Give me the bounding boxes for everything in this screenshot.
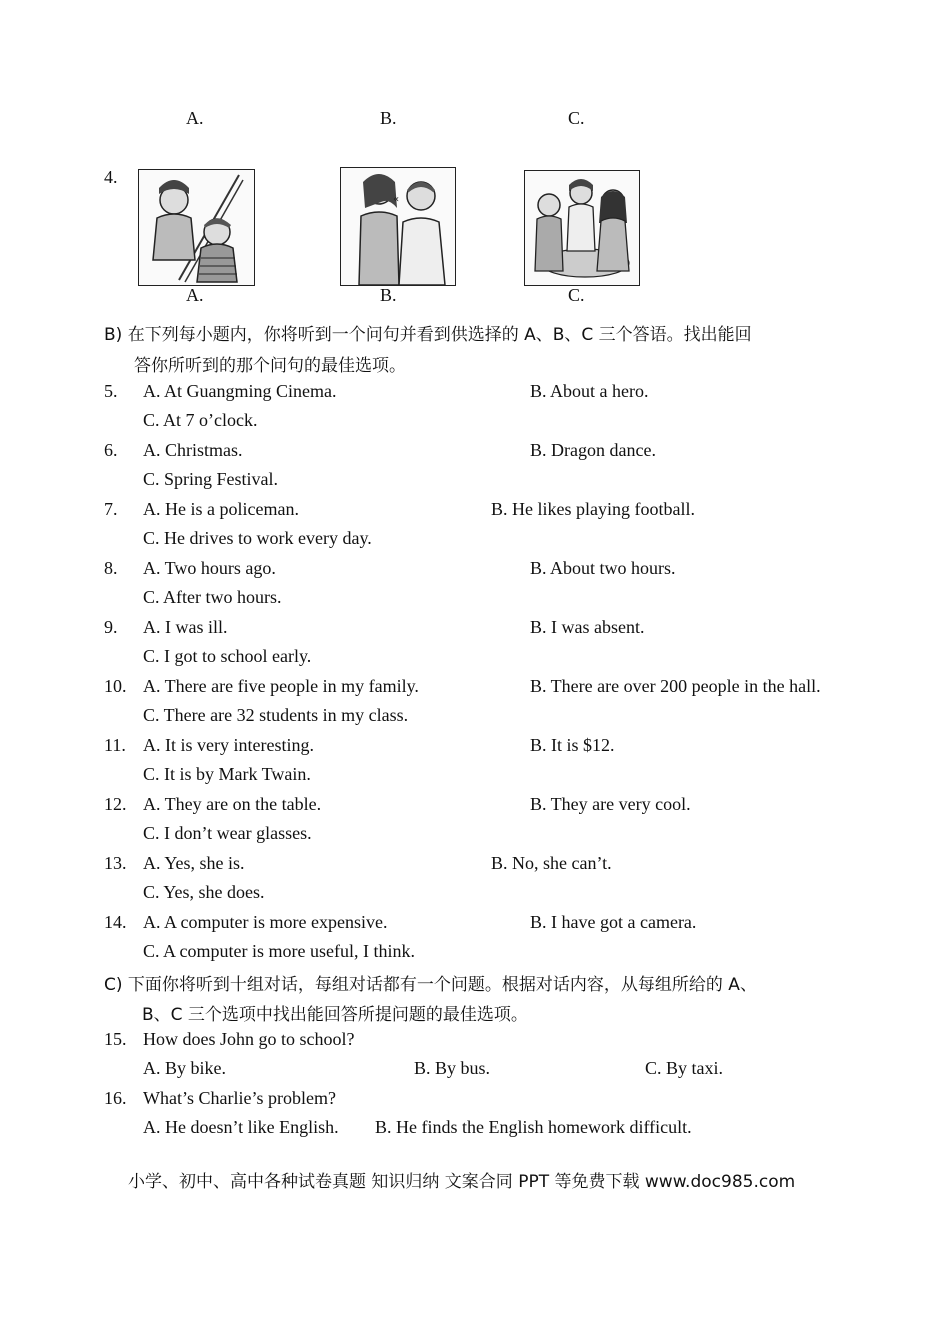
question-number: 13. <box>104 853 127 873</box>
q4-number: 4. <box>104 167 118 187</box>
question-option-b: B. He likes playing football. <box>491 499 695 519</box>
question-option-a: A. Christmas. <box>143 440 243 460</box>
question-option-a: A. It is very interesting. <box>143 735 314 755</box>
q4-option-c-label: C. <box>568 285 585 305</box>
question-option-c: C. He drives to work every day. <box>143 528 372 548</box>
question-option-b: B. I was absent. <box>530 617 645 637</box>
q3-option-a-label: A. <box>186 108 204 128</box>
question-option-a: A. He is a policeman. <box>143 499 299 519</box>
question-option-a: A. They are on the table. <box>143 794 322 814</box>
page-footer: 小学、初中、高中各种试卷真题 知识归纳 文案合同 PPT 等免费下载 www.doc985.com <box>128 1172 796 1192</box>
q16-question: What’s Charlie’s problem? <box>143 1088 336 1108</box>
question-number: 8. <box>104 558 118 578</box>
question-number: 12. <box>104 794 127 814</box>
section-c-instruction-line2: B、C 三个选项中找出能回答所提问题的最佳选项。 <box>142 1005 528 1025</box>
q3-option-b-label: B. <box>380 108 397 128</box>
question-option-b: B. It is $12. <box>530 735 615 755</box>
question-option-c: C. I got to school early. <box>143 646 312 666</box>
question-option-a: A. Two hours ago. <box>143 558 276 578</box>
telephone-call-icon <box>139 170 254 285</box>
question-option-b: B. I have got a camera. <box>530 912 697 932</box>
question-option-a: A. There are five people in my family. <box>143 676 419 696</box>
question-option-b: B. About two hours. <box>530 558 676 578</box>
q15-number: 15. <box>104 1029 127 1049</box>
question-number: 14. <box>104 912 127 932</box>
svg-text:«: « <box>393 194 400 205</box>
question-option-c: C. There are 32 students in my class. <box>143 705 409 725</box>
q4-image-a <box>138 169 255 286</box>
q4-image-c <box>524 170 640 286</box>
question-number: 7. <box>104 499 118 519</box>
question-option-c: C. Yes, she does. <box>143 882 265 902</box>
question-option-b: B. They are very cool. <box>530 794 691 814</box>
question-option-c: C. I don’t wear glasses. <box>143 823 312 843</box>
q4-option-a-label: A. <box>186 285 204 305</box>
question-option-b: B. No, she can’t. <box>491 853 612 873</box>
question-option-a: A. I was ill. <box>143 617 228 637</box>
question-option-c: C. At 7 o’clock. <box>143 410 258 430</box>
q15-option-b: B. By bus. <box>414 1058 491 1078</box>
question-option-b: B. Dragon dance. <box>530 440 656 460</box>
q16-option-b: B. He finds the English homework difficult. <box>375 1117 692 1137</box>
section-b-instruction-line1: B) 在下列每小题内，你将听到一个问句并看到供选择的 A、B、C 三个答语。找出能回 <box>104 325 752 345</box>
question-number: 11. <box>104 735 126 755</box>
q4-option-b-label: B. <box>380 285 397 305</box>
question-option-c: C. It is by Mark Twain. <box>143 764 311 784</box>
question-number: 10. <box>104 676 127 696</box>
question-option-c: C. A computer is more useful, I think. <box>143 941 415 961</box>
q3-option-c-label: C. <box>568 108 585 128</box>
section-b-instruction-line2: 答你所听到的那个问句的最佳选项。 <box>134 356 406 376</box>
two-people-talking-icon <box>341 168 455 285</box>
question-option-b: B. About a hero. <box>530 381 649 401</box>
question-option-a: A. At Guangming Cinema. <box>143 381 337 401</box>
q15-option-c: C. By taxi. <box>645 1058 724 1078</box>
q15-option-a: A. By bike. <box>143 1058 226 1078</box>
question-option-b: B. There are over 200 people in the hall. <box>530 676 821 696</box>
question-option-c: C. Spring Festival. <box>143 469 279 489</box>
group-chat-icon <box>525 171 639 285</box>
question-number: 9. <box>104 617 118 637</box>
question-number: 5. <box>104 381 118 401</box>
question-option-a: A. Yes, she is. <box>143 853 245 873</box>
q16-option-a: A. He doesn’t like English. <box>143 1117 339 1137</box>
q15-question: How does John go to school? <box>143 1029 355 1049</box>
question-option-a: A. A computer is more expensive. <box>143 912 388 932</box>
question-number: 6. <box>104 440 118 460</box>
q16-number: 16. <box>104 1088 127 1108</box>
section-c-instruction-line1: C) 下面你将听到十组对话，每组对话都有一个问题。根据对话内容，从每组所给的 A、 <box>104 975 757 995</box>
q4-image-b <box>340 167 456 286</box>
question-option-c: C. After two hours. <box>143 587 282 607</box>
